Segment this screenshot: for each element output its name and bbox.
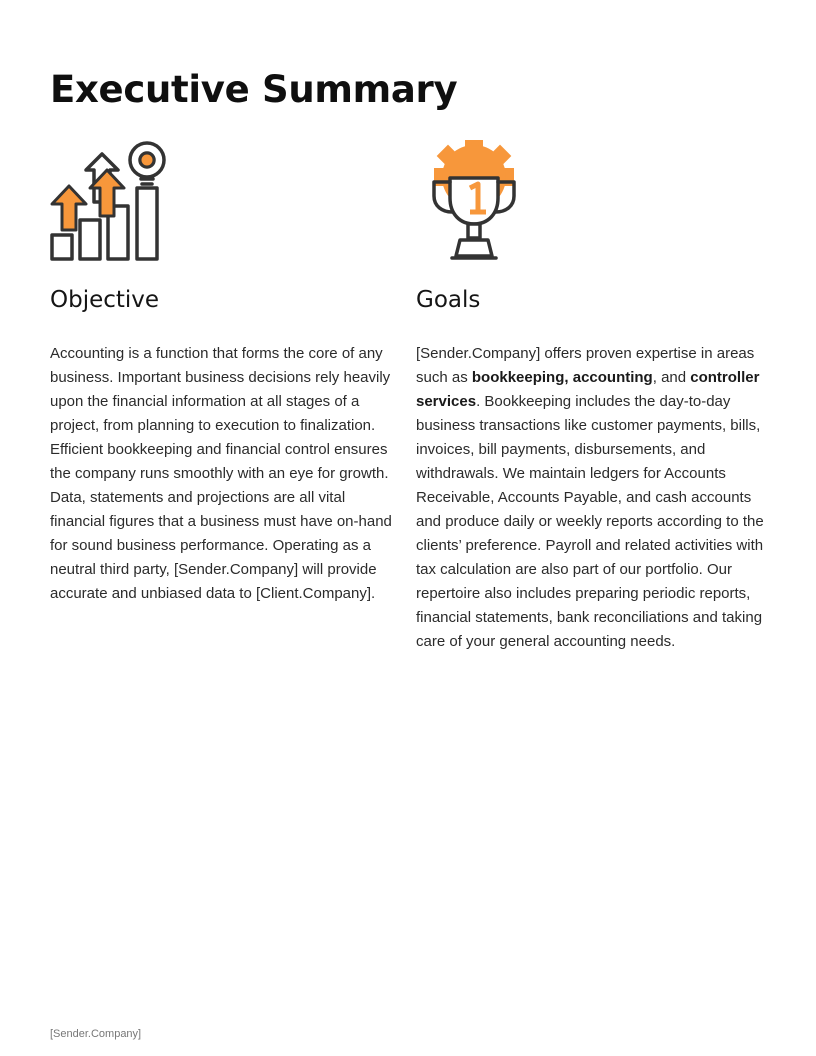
page-footer: [Sender.Company]: [50, 1028, 142, 1040]
page-title: Executive Summary: [50, 68, 458, 111]
goals-bold-controller: controller services: [416, 369, 760, 410]
goals-body: [416, 342, 768, 654]
trophy-gear-icon: [416, 140, 538, 262]
goals-section: [416, 140, 768, 654]
goals-body-text-3: . Bookkeeping includes the day-to-day business transactions like customer payments, bills, invoices, bill payments, disbursements, and withdrawals. We maintain ledgers for Accounts Receivable, Accounts Payable, and cash accounts and produce daily or weekly reports according to the clients’ preference. Payroll and related activities with tax calculation are also part of our portfolio. Our repertoire also includes preparing periodic reports, financial statements, bank reconciliations and taking care of your general accounting needs.: [416, 393, 764, 650]
goals-body-text-2: , and: [652, 369, 691, 386]
objective-heading: Objective: [50, 287, 160, 313]
growth-chart-icon: [50, 140, 172, 262]
goals-bold-services: bookkeeping, accounting: [471, 369, 653, 386]
goals-body-text-1: [Sender.Company] offers proven expertise in areas such as: [416, 345, 755, 386]
goals-heading: Goals: [416, 287, 481, 313]
objective-section: [50, 140, 392, 606]
objective-body: Accounting is a function that forms the core of any business. Important business decisions rely heavily upon the financial information at all stages of a project, from planning to execution to finalization. Efficient bookkeeping and financial control ensures the company runs smoothly with an eye for growth. Data, statements and projections are all vital financial figures that a business must have on-hand for sound business performance. Operating as a neutral third party, [Sender.Company] will provide accurate and unbiased data to [Client.Company].: [50, 345, 392, 602]
